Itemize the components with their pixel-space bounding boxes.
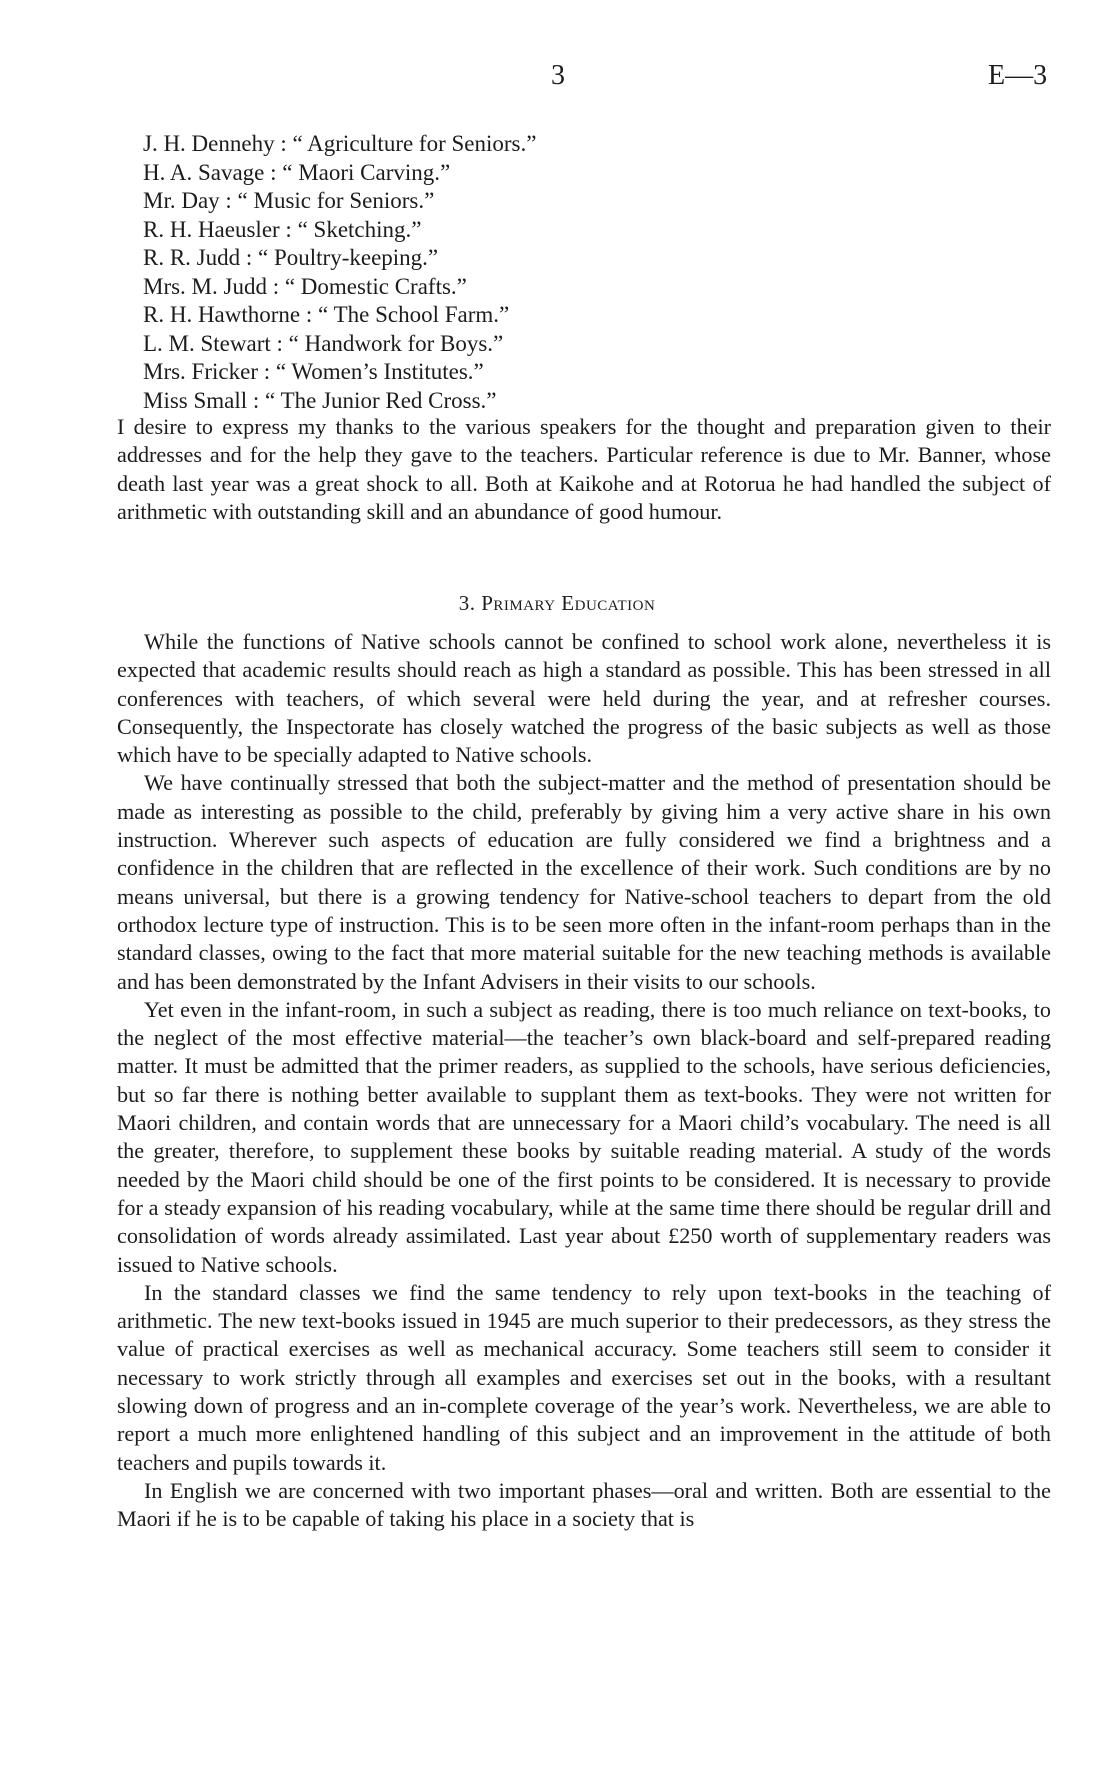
thanks-paragraph: I desire to express my thanks to the various speakers for the thought and preparation given to their addresses and for the help they gave to the teachers. Particular reference is due to Mr. Banner, whose death last year was a great shock to all. Both at Kaikohe and at Rotorua he had handled the subject of arithmetic with outstanding skill and an abundance of good humour.: [117, 414, 1051, 524]
section-heading: 3. Primary Education: [458, 591, 656, 615]
speaker-list: [143, 130, 843, 415]
speaker-entry: Miss Small : “ The Junior Red Cross.”: [143, 387, 497, 413]
speaker-entry: Mr. Day : “ Music for Seniors.”: [143, 188, 435, 213]
speaker-entry: R. R. Judd : “ Poultry-keeping.”: [143, 245, 439, 270]
speaker-entry: H. A. Savage : “ Maori Carving.”: [143, 159, 451, 185]
thanks-section: [117, 413, 1051, 526]
speaker-entry: R. H. Haeusler : “ Sketching.”: [143, 216, 422, 242]
page-code: E—3: [988, 60, 1048, 91]
paragraph: Yet even in the infant-room, in such a subject as reading, there is too much reliance on text-books, to the neglect of the most effective material—the teacher’s own black-board and self-prepared reading matter. It must be admitted that the primer readers, as supplied to the schools, have serious deficiencies, but so far there is nothing better available to supplant them as text-books. They were not written for Maori children, and contain words that are unnecessary for a Maori child’s vocabulary. The need is all the greater, therefore, to supplement these books by suitable reading material. A study of the words needed by the Maori child should be one of the first points to be considered. It is necessary to provide for a steady expansion of his reading vocabulary, while at the same time there should be regular drill and consolidation of words already assimilated. Last year about £250 worth of supplementary readers was issued to Native schools.: [117, 996, 1051, 1277]
speaker-entry: R. H. Hawthorne : “ The School Farm.”: [143, 302, 510, 327]
primary-education-section: [117, 628, 1051, 1534]
speaker-entry: Mrs. M. Judd : “ Domestic Crafts.”: [143, 273, 467, 299]
speaker-entry: L. M. Stewart : “ Handwork for Boys.”: [143, 330, 504, 356]
paragraph: In English we are concerned with two important phases—oral and written. Both are essential to the Maori if he is to be capable of taking his place in a society that is: [117, 1477, 1051, 1532]
page-header: [0, 60, 1114, 100]
page-number: 3: [551, 60, 565, 91]
paragraph: In the standard classes we find the same tendency to rely upon text-books in the teaching of arithmetic. The new text-books issued in 1945 are much superior to their predecessors, as they stress the value of practical exercises as well as mechanical accuracy. Some teachers still seem to consider it necessary to work strictly through all examples and exercises set out in the books, with a resultant slowing down of progress and an in-complete coverage of the year’s work. Nevertheless, we are able to report a much more enlightened handling of this subject and an improvement in the attitude of both teachers and pupils towards it.: [117, 1279, 1051, 1475]
speaker-entry: Mrs. Fricker : “ Women’s Institutes.”: [143, 359, 484, 384]
paragraph: We have continually stressed that both the subject-matter and the method of presentation should be made as interesting as possible to the child, preferably by giving him a very active share in his own instruction. Wherever such aspects of education are fully considered we find a brightness and a confidence in the children that are reflected in the excellence of their work. Such conditions are by no means universal, but there is a growing tendency for Native-school teachers to depart from the old orthodox lecture type of instruction. This is to be seen more often in the infant-room perhaps than in the standard classes, owing to the fact that more material suitable for the new teaching methods is available and has been demonstrated by the Infant Advisers in their visits to our schools.: [117, 770, 1051, 994]
paragraph: While the functions of Native schools cannot be confined to school work alone, nevertheless it is expected that academic results should reach as high a standard as possible. This has been stressed in all conferences with teachers, of which several were held during the year, and at refresher courses. Consequently, the Inspectorate has closely watched the progress of the basic subjects as well as those which have to be specially adapted to Native schools.: [117, 629, 1051, 768]
speaker-entry: J. H. Dennehy : “ Agriculture for Seniors.”: [143, 131, 537, 156]
